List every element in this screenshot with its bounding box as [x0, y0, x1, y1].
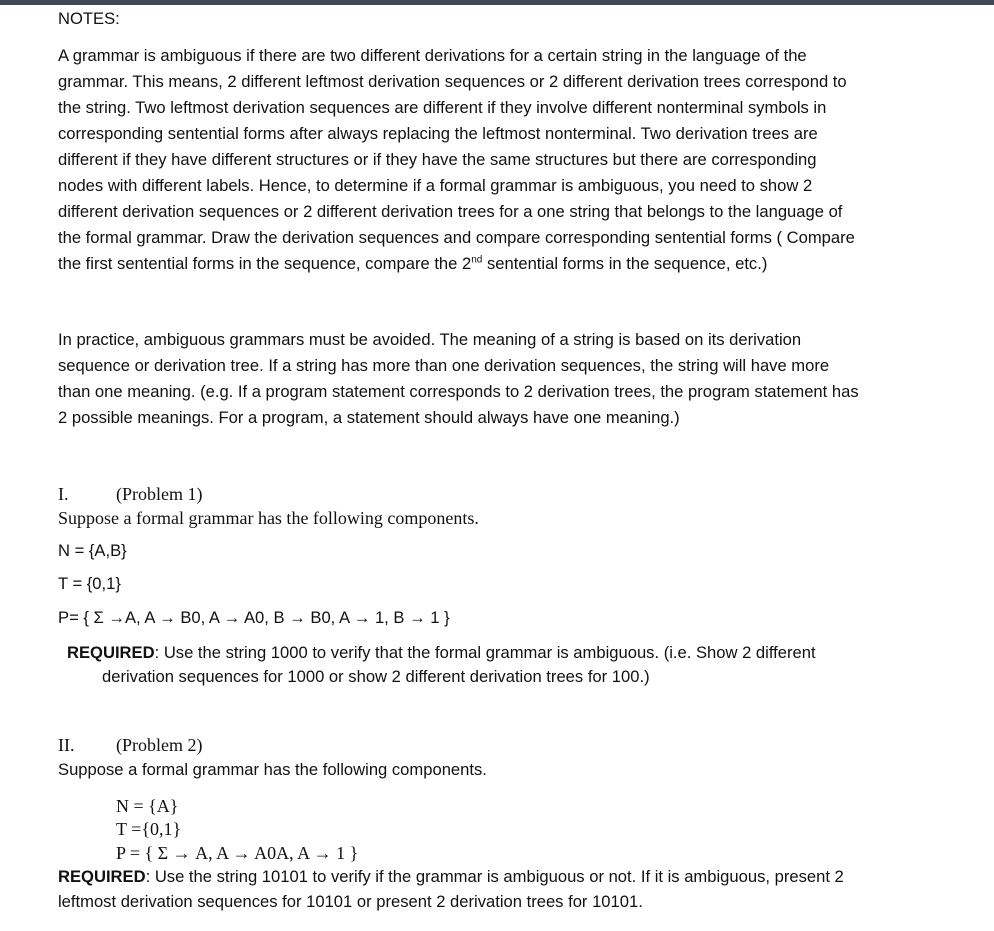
- problem1-required-line2: derivation sequences for 1000 or show 2 different derivation trees for 100.): [102, 667, 650, 686]
- problem2-nonterminals: N = {A}: [116, 796, 179, 816]
- problem2-title: (Problem 2): [116, 735, 203, 755]
- paragraph-line: [58, 251, 938, 277]
- notes-paragraph-ambiguity: [58, 43, 938, 277]
- paragraph-line: the string. Two leftmost derivation sequences are different if they involve different nonterminal symbols in: [58, 98, 827, 117]
- problem2-required-text: : Use the string 10101 to verify if the grammar is ambiguous or not. If it is ambiguous, present 2: [145, 867, 844, 886]
- problem1-terminals: T = {0,1}: [58, 574, 121, 593]
- paragraph-line: different if they have different structures or if they have the same structures but there are corresponding: [58, 150, 817, 169]
- problem2-terminals: T ={0,1}: [116, 819, 182, 839]
- problem2-required: [58, 867, 844, 887]
- problem1-intro: Suppose a formal grammar has the following components.: [58, 508, 479, 528]
- problem1-nonterminals: N = {A,B}: [58, 541, 127, 560]
- problem2-numeral: II.: [58, 735, 75, 755]
- problem1-numeral: I.: [58, 484, 69, 504]
- problem2-required-line2: leftmost derivation sequences for 10101 or present 2 derivation trees for 10101.: [58, 892, 643, 911]
- notes-paragraph-practice: [58, 327, 938, 431]
- problem2-intro: Suppose a formal grammar has the following components.: [58, 760, 487, 779]
- paragraph-line: corresponding sentential forms after always replacing the leftmost nonterminal. Two derivation trees are: [58, 124, 818, 143]
- paragraph-line: In practice, ambiguous grammars must be avoided. The meaning of a string is based on its derivation: [58, 330, 802, 349]
- problem2-required-label: REQUIRED: [58, 867, 146, 886]
- paragraph-line: sequence or derivation tree. If a string has more than one derivation sequences, the string will have more: [58, 356, 830, 375]
- problem1-required-text: : Use the string 1000 to verify that the formal grammar is ambiguous. (i.e. Show 2 different: [154, 643, 816, 662]
- window-top-border: [0, 0, 994, 5]
- paragraph-line-text: the first sentential forms in the sequence, compare the 2: [58, 254, 472, 273]
- problem2-productions: P = { Σ → A, A → A0A, A → 1 }: [116, 843, 359, 863]
- paragraph-line: nodes with different labels. Hence, to determine if a formal grammar is ambiguous, you need to show 2: [58, 176, 813, 195]
- paragraph-line: A grammar is ambiguous if there are two different derivations for a certain string in the language of the: [58, 46, 807, 65]
- paragraph-line: grammar. This means, 2 different leftmost derivation sequences or 2 different derivation trees correspond to: [58, 72, 847, 91]
- problem1-required-label: REQUIRED: [67, 643, 155, 662]
- paragraph-line: 2 possible meanings. For a program, a statement should always have one meaning.): [58, 408, 680, 427]
- ordinal-superscript: nd: [471, 254, 483, 266]
- paragraph-line: the formal grammar. Draw the derivation sequences and compare corresponding sentential forms ( Compare: [58, 228, 855, 247]
- notes-heading: NOTES:: [58, 9, 120, 28]
- problem1-productions: P= { Σ →A, A → B0, A → A0, B → B0, A → 1, B → 1 }: [58, 608, 450, 627]
- paragraph-line-text: sentential forms in the sequence, etc.): [482, 254, 768, 273]
- paragraph-line: different derivation sequences or 2 different derivation trees for a one string that belongs to the language of: [58, 202, 843, 221]
- problem1-title: (Problem 1): [116, 484, 203, 504]
- problem1-required: [67, 643, 816, 663]
- paragraph-line: than one meaning. (e.g. If a program statement corresponds to 2 derivation trees, the program statement has: [58, 382, 859, 401]
